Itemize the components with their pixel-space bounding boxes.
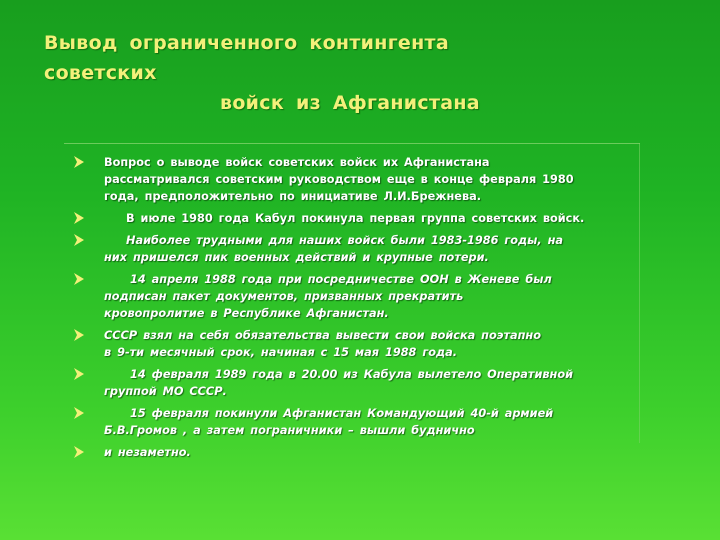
text-line: Наиболее трудными для наших войск были 1983-1986 годы, на xyxy=(126,234,564,247)
list-item-text xyxy=(104,210,672,227)
text-line: кровопролитие в Республике Афганистан. xyxy=(104,307,389,320)
text-line: подписан пакет документов, призванных прекратить xyxy=(104,290,464,303)
text-line: и незаметно. xyxy=(104,446,191,459)
text-line: Б.В.Громов , а затем пограничники – вышли буднично xyxy=(104,424,475,437)
text-line: Вопрос о выводе войск советских войск их Афганистана xyxy=(104,156,490,169)
list-item-text xyxy=(104,444,672,461)
list-item-4 xyxy=(72,271,672,322)
arrow-bullet-icon xyxy=(72,211,86,225)
text-line: года, предположительно по инициативе Л.И.Брежнева. xyxy=(104,190,482,203)
arrow-bullet-icon xyxy=(72,445,86,459)
list-item-2 xyxy=(72,210,672,227)
list-item-3 xyxy=(72,232,672,266)
text-line: 15 февраля покинули Афганистан Командующий 40-й армией xyxy=(130,407,554,420)
text-line: рассматривался советским руководством еще в конце февраля 1980 xyxy=(104,173,574,186)
arrow-bullet-icon xyxy=(72,155,86,169)
title-line-3: войск из Афганистана xyxy=(220,92,480,114)
list-item-5 xyxy=(72,327,672,361)
list-item-text xyxy=(104,271,672,322)
list-item-text xyxy=(104,154,672,205)
text-line: В июле 1980 года Кабул покинула первая группа советских войск. xyxy=(126,212,585,225)
text-line: 14 апреля 1988 года при посредничестве ООН в Женеве был xyxy=(130,273,552,286)
arrow-bullet-icon xyxy=(72,233,86,247)
list-item-text xyxy=(104,366,672,400)
list-item-text xyxy=(104,405,672,439)
title-line-1: Вывод ограниченного контингента xyxy=(44,32,449,54)
text-line: 14 февраля 1989 года в 20.00 из Кабула вылетело Оперативной xyxy=(130,368,574,381)
list-item-text xyxy=(104,327,672,361)
arrow-bullet-icon xyxy=(72,328,86,342)
list-item-8 xyxy=(72,444,672,461)
arrow-bullet-icon xyxy=(72,272,86,286)
text-line: них пришелся пик военных действий и крупные потери. xyxy=(104,251,489,264)
bullet-list xyxy=(72,154,672,466)
text-line: в 9-ти месячный срок, начиная с 15 мая 1988 года. xyxy=(104,346,458,359)
horizontal-divider xyxy=(64,143,640,144)
list-item-6 xyxy=(72,366,672,400)
arrow-bullet-icon xyxy=(72,406,86,420)
list-item-text xyxy=(104,232,672,266)
list-item-7 xyxy=(72,405,672,439)
list-item-1 xyxy=(72,154,672,205)
title-line-2: советских xyxy=(44,62,157,84)
text-line: группой МО СССР. xyxy=(104,385,227,398)
text-line: СССР взял на себя обязательства вывести свои войска поэтапно xyxy=(104,329,541,342)
arrow-bullet-icon xyxy=(72,367,86,381)
slide-title xyxy=(44,28,644,118)
